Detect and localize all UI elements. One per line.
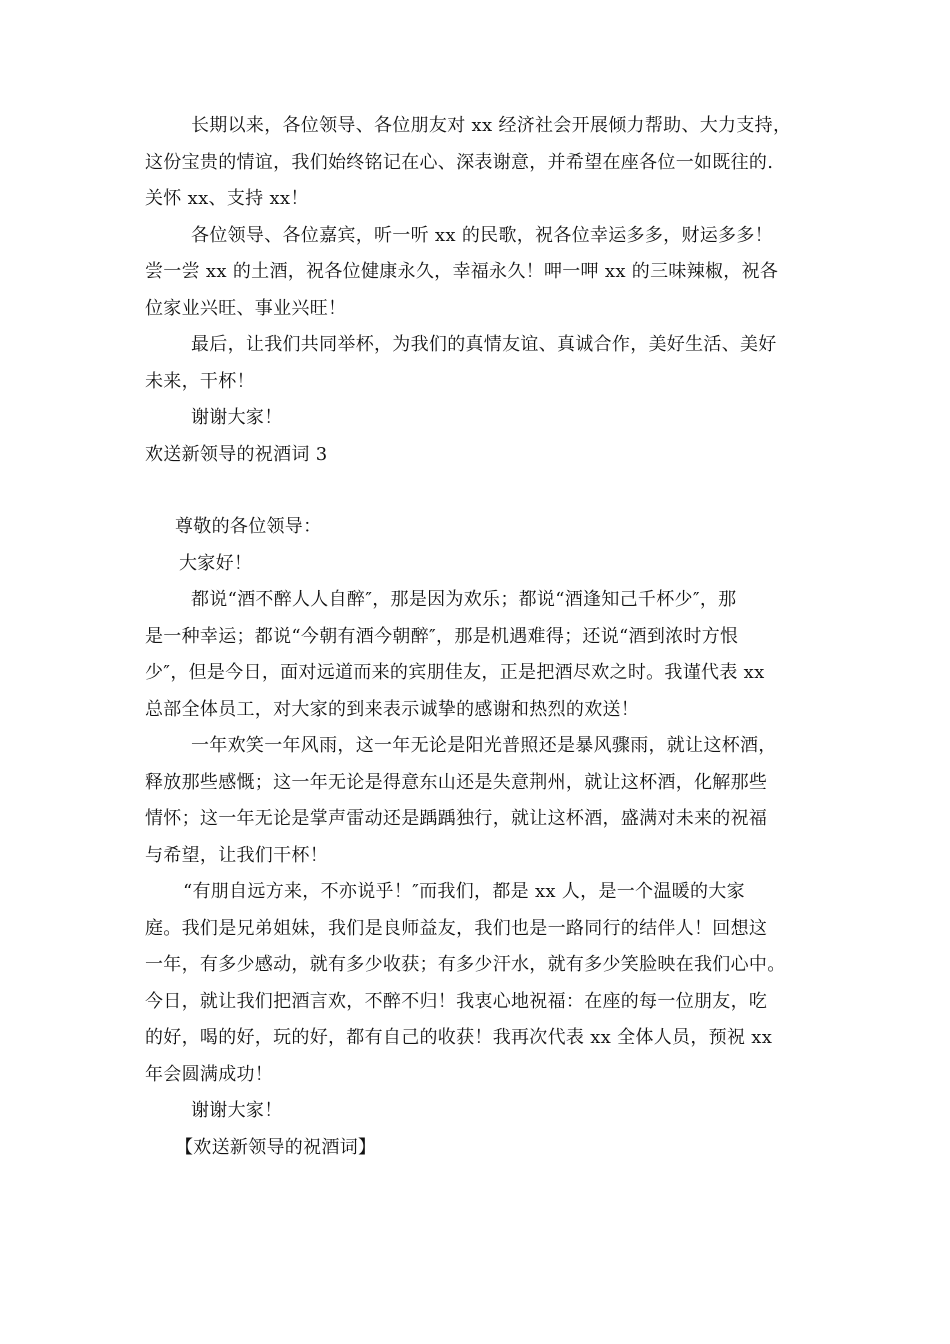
paragraph-support [145,108,805,218]
text-line: “有朋自远方来，不亦说乎！″而我们，都是 xx 人，是一个温暖的大家 [183,881,745,902]
text-line: 位家业兴旺、事业兴旺！ [145,297,347,319]
paragraph-friends [145,874,805,1093]
text-line: 释放那些感慨；这一年无论是得意东山还是失意荆州，就让这杯酒，化解那些 [145,771,768,793]
section-title: 欢送新领导的祝酒词 3 [145,443,328,465]
text-line: 尝一尝 xx 的土酒，祝各位健康永久，幸福永久！呷一呷 xx 的三味辣椒，祝各 [145,261,779,282]
text-line: 这份宝贵的情谊，我们始终铭记在心、深表谢意，并希望在座各位一如既往的. [145,151,774,173]
text-line: 与希望，让我们干杯！ [145,844,328,866]
paragraph-year-review [145,728,805,874]
text-line: 年会圆满成功！ [145,1063,274,1085]
document-page [145,108,805,1166]
text-line: 未来，干杯！ [145,370,255,392]
text-line: 今日，就让我们把酒言欢，不醉不归！我衷心地祝福：在座的每一位朋友，吃 [145,990,768,1012]
paragraph-blessing [145,218,805,328]
text-line: 是一种幸运；都说“今朝有酒今朝醉″，那是机遇难得；还说“酒到浓时方恨 [145,625,739,647]
text-line: 关怀 xx、支持 xx！ [145,188,309,209]
text-line: 情怀；这一年无论是掌声雷动还是踽踽独行，就让这杯酒，盛满对未来的祝福 [145,808,768,829]
footer-title: 【欢送新领导的祝酒词】 [175,1136,377,1158]
text-line: 一年，有多少感动，就有多少收获；有多少汗水，就有多少笑脸映在我们心中。 [145,954,786,975]
thanks-line: 谢谢大家！ [191,1100,283,1121]
text-line: 长期以来，各位领导、各位朋友对 xx 经济社会开展倾力帮助、大力支持， [191,115,792,136]
greeting: 大家好！ [179,552,253,574]
text-line: 庭。我们是兄弟姐妹，我们是良师益友，我们也是一路同行的结伴人！回想这 [145,917,768,939]
text-line: 少″，但是今日，面对远道而来的宾朋佳友，正是把酒尽欢之时。我谨代表 xx [145,662,765,683]
text-line: 的好，喝的好，玩的好，都有自己的收获！我再次代表 xx 全体人员，预祝 xx [145,1027,773,1048]
text-line: 各位领导、各位嘉宾，听一听 xx 的民歌，祝各位幸运多多，财运多多！ [191,224,773,246]
paragraph-toast [145,327,805,400]
salutation: 尊敬的各位领导： [175,516,322,537]
paragraph-wine-sayings [145,582,805,728]
text-line: 总部全体员工，对大家的到来表示诚挚的感谢和热烈的欢送！ [145,698,640,720]
blank-line [145,473,805,509]
text-line: 一年欢笑一年风雨，这一年无论是阳光普照还是暴风骤雨，就让这杯酒， [191,735,777,756]
text-line: 最后，让我们共同举杯，为我们的真情友谊、真诚合作，美好生活、美好 [191,334,777,355]
thanks-line: 谢谢大家！ [191,407,283,428]
text-line: 都说“酒不醉人人自醉″，那是因为欢乐；都说“酒逢知己千杯少″，那 [191,589,737,610]
